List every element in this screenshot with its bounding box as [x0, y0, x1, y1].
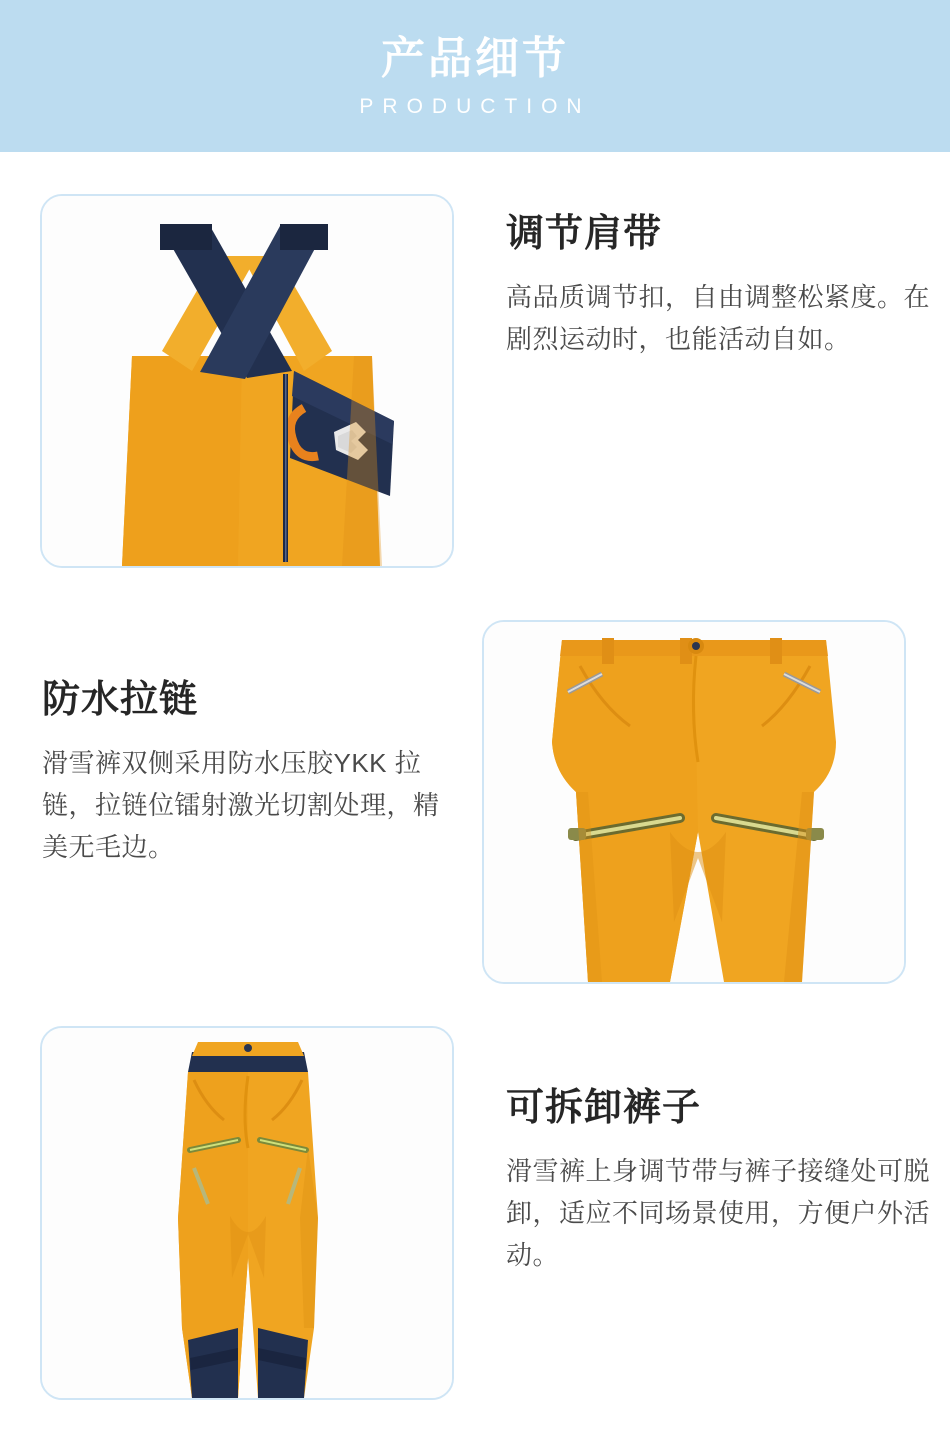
feature-title-adjustable-straps: 调节肩带	[506, 213, 663, 255]
feature-text-adjustable-straps	[506, 194, 936, 360]
feature-title-detachable-pants: 可拆卸裤子	[506, 1087, 702, 1129]
feature-section-waterproof-zipper	[0, 568, 950, 984]
pants-illustration	[42, 1028, 452, 1398]
feature-desc-detachable-pants: 滑雪裤上身调节带与裤子接缝处可脱卸，适应不同场景使用，方便户外活动。	[506, 1155, 931, 1271]
straps-illustration	[42, 196, 452, 566]
feature-section-adjustable-straps	[0, 152, 950, 568]
feature-image-adjustable-straps	[40, 194, 454, 568]
feature-desc-waterproof-zipper: 滑雪裤双侧采用防水压胶YKK 拉链，拉链位镭射激光切割处理，精美无毛边。	[42, 747, 440, 863]
feature-title-waterproof-zipper: 防水拉链	[42, 679, 199, 721]
page-header	[0, 0, 950, 152]
page-subtitle: PRODUCTION	[359, 95, 591, 119]
feature-text-detachable-pants	[506, 1026, 936, 1276]
feature-text-waterproof-zipper	[42, 620, 462, 868]
feature-desc-adjustable-straps: 高品质调节扣，自由调整松紧度。在剧烈运动时，也能活动自如。	[506, 281, 931, 354]
feature-image-waterproof-zipper	[482, 620, 906, 984]
zipper-illustration	[484, 622, 904, 982]
feature-section-detachable-pants	[0, 984, 950, 1400]
feature-image-detachable-pants	[40, 1026, 454, 1400]
page-title: 产品细节	[381, 33, 569, 83]
